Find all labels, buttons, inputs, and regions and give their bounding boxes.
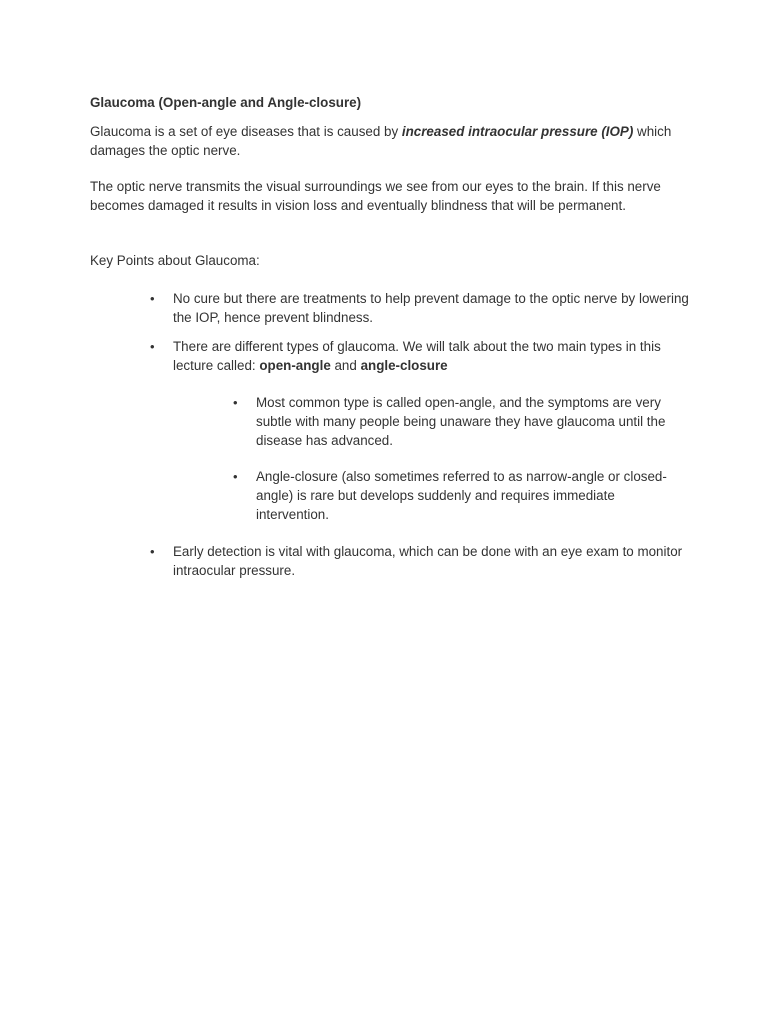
document-title: Glaucoma (Open-angle and Angle-closure) — [90, 95, 362, 110]
sub-bullet-icon: • — [233, 395, 238, 410]
term-open-angle: open-angle — [259, 358, 331, 373]
intro-text-start: Glaucoma is a set of eye diseases that is caused by — [90, 124, 402, 139]
bullet-icon: • — [150, 544, 155, 559]
bullet-icon: • — [150, 291, 155, 306]
types-text-middle: and — [330, 358, 361, 373]
intro-text-end: which damages the optic nerve. — [90, 124, 672, 158]
sub-bullet-open-angle: Most common type is called open-angle, and the symptoms are very subtle with many people being unaware they have glaucoma until the disease has advanced. — [256, 395, 666, 448]
bullet-item-early-detection: Early detection is vital with glaucoma, which can be done with an eye exam to monitor intraocular pressure. — [173, 544, 683, 578]
bullet-icon: • — [150, 339, 155, 354]
types-text-start: There are different types of glaucoma. We will talk about the two main types in this lecture called: — [173, 339, 661, 373]
optic-nerve-paragraph: The optic nerve transmits the visual surroundings we see from our eyes to the brain. If this nerve becomes damaged it results in vision loss and eventually blindness that will be permanent. — [90, 179, 661, 213]
intro-paragraph — [90, 122, 690, 160]
intro-emphasis: increased intraocular pressure (IOP) — [401, 124, 634, 139]
term-angle-closure: angle-closure — [360, 358, 448, 373]
bullet-item-types — [173, 337, 693, 375]
key-points-heading: Key Points about Glaucoma: — [90, 253, 260, 268]
bullet-item-no-cure: No cure but there are treatments to help prevent damage to the optic nerve by lowering the IOP, hence prevent blindness. — [173, 291, 689, 325]
sub-bullet-icon: • — [233, 469, 238, 484]
sub-bullet-angle-closure: Angle-closure (also sometimes referred to as narrow-angle or closed-angle) is rare but develops suddenly and requires immediate intervention. — [256, 469, 667, 522]
